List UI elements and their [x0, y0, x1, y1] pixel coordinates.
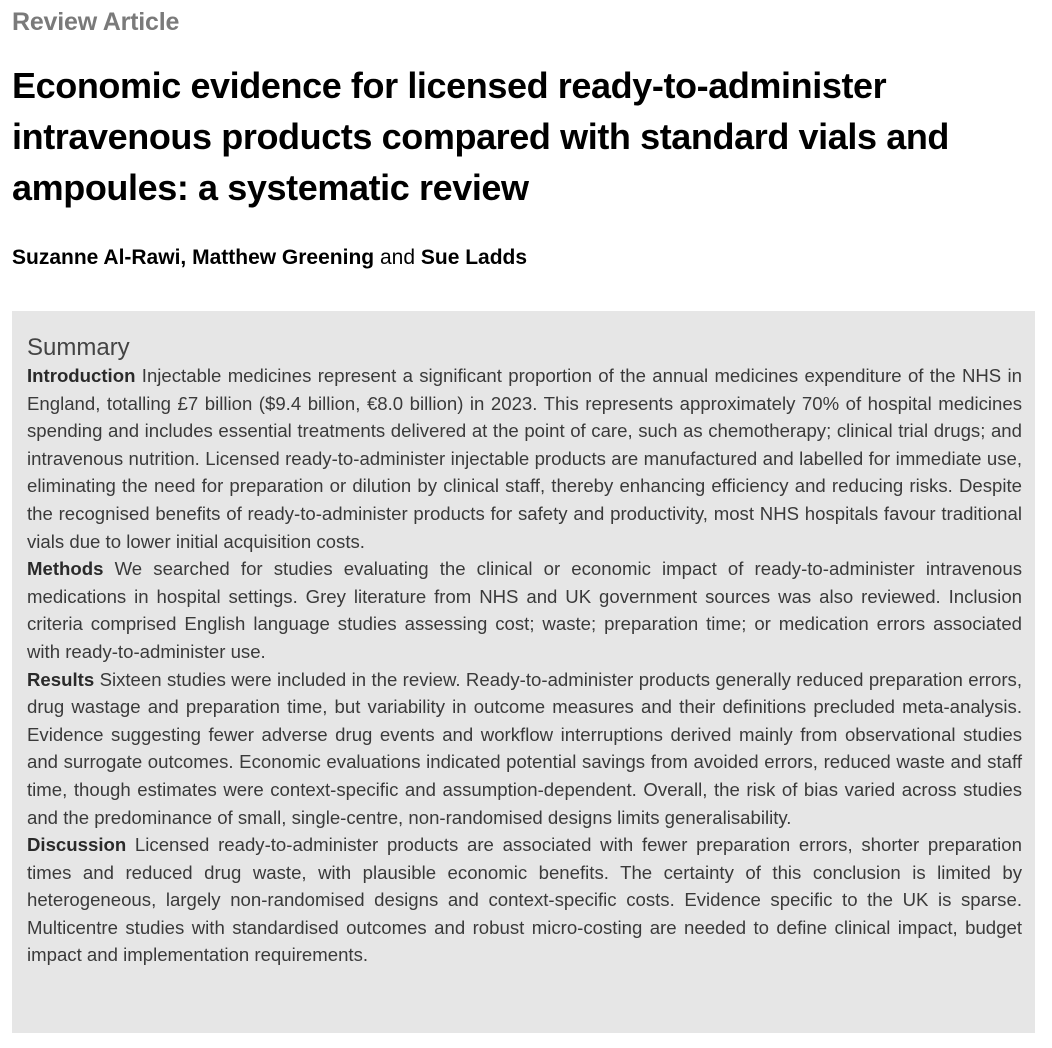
summary-abstract-box — [12, 311, 1035, 1033]
author-name: Sue Ladds — [420, 246, 528, 269]
section-text: Licensed ready-to-administer products are associated with fewer preparation errors, shorter preparation times and reduced drug waste, with plausible economic benefits. The certainty of this conclusion is limited by heterogeneous, largely non-randomised designs and context-specific costs. Evidence specific to the UK is sparse. Multicentre studies with standardised outcomes and robust micro-costing are needed to define clinical impact, budget impact and implementation requirements. — [27, 834, 1022, 966]
section-label: Discussion — [27, 834, 127, 856]
section-label: Results — [27, 668, 95, 690]
author-name: Suzanne Al-Rawi, — [12, 246, 187, 269]
article-type-label: Review Article — [12, 8, 180, 36]
summary-heading: Summary — [27, 334, 130, 361]
summary-section-methods — [27, 555, 1022, 665]
author-list — [12, 246, 527, 270]
article-title: Economic evidence for licensed ready-to-administer intravenous products compared with standard vials and ampoules: a systematic review — [12, 65, 950, 208]
author-name: Matthew Greening — [192, 246, 375, 269]
summary-section-introduction — [27, 362, 1022, 555]
section-label: Methods — [27, 558, 104, 580]
summary-section-discussion — [27, 831, 1022, 969]
section-text: Injectable medicines represent a significant proportion of the annual medicines expenditure of the NHS in England, totalling £7 billion ($9.4 billion, €8.0 billion) in 2023. This represents approximately 70% of hospital medicines spending and includes essential treatments delivered at the point of care, such as chemotherapy; clinical trial drugs; and intravenous nutrition. Licensed ready-to-administer injectable products are manufactured and labelled for immediate use, eliminating the need for preparation or dilution by clinical staff, thereby enhancing efficiency and reducing risks. Despite the recognised benefits of ready-to-administer products for safety and productivity, most NHS hospitals favour traditional vials due to lower initial acquisition costs. — [27, 365, 1022, 552]
section-text: We searched for studies evaluating the clinical or economic impact of ready-to-administer intravenous medications in hospital settings. Grey literature from NHS and UK government sources was also reviewed. Inclusion criteria comprised English language studies assessing cost; waste; preparation time; or medication errors associated with ready-to-administer use. — [27, 558, 1022, 662]
summary-section-results — [27, 666, 1022, 832]
author-conjunction: and — [379, 246, 416, 269]
section-text: Sixteen studies were included in the review. Ready-to-administer products generally reduced preparation errors, drug wastage and preparation time, but variability in outcome measures and their definitions precluded meta-analysis. Evidence suggesting fewer adverse drug events and workflow interruptions derived mainly from observational studies and surrogate outcomes. Economic evaluations indicated potential savings from avoided errors, reduced waste and staff time, though estimates were context-specific and assumption-dependent. Overall, the risk of bias varied across studies and the predominance of small, single-centre, non-randomised designs limits generalisability. — [27, 668, 1022, 828]
section-label: Introduction — [27, 365, 136, 386]
